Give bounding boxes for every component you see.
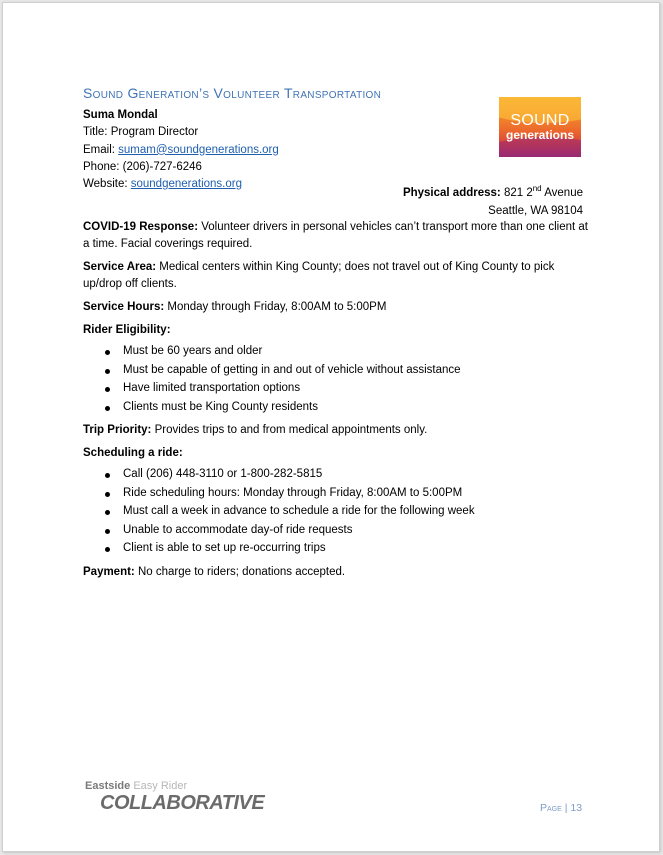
contact-title [83,124,279,141]
document-title: Sound Generation’s Volunteer Transportation [83,85,382,101]
covid-section [83,219,588,253]
address-label: Physical address: [402,186,501,199]
service-area-text: Medical centers within King County; does not travel out of King County to pick up/drop off clients. [83,261,555,290]
scheduling-section [83,445,588,462]
bullet-icon [105,492,110,497]
payment-section [83,564,588,581]
bullet-icon [105,387,110,392]
contact-phone: Phone: (206)-727-6246 [83,160,202,173]
logo-text-eastside: Eastside [85,780,134,792]
list-item-text: Client is able to set up re-occurring trips [123,542,326,554]
eligibility-section [83,322,588,339]
scheduling-label: Scheduling a ride: [83,447,183,459]
address-number: 821 2 [500,186,533,199]
payment-label: Payment: [83,565,135,578]
collaborative-logo-line2: COLLABORATIVE [100,792,265,814]
trip-priority-section [83,422,588,439]
bullet-icon [105,406,110,411]
page-number: Page | 13 [540,802,583,814]
contact-name: Suma Mondal [83,109,158,121]
list-item [83,503,588,521]
bullet-icon [105,350,110,355]
email-link[interactable]: sumam@soundgenerations.org [118,143,279,156]
contact-block [83,107,279,193]
list-item [83,343,588,361]
service-hours-section [83,299,588,316]
bullet-icon [105,529,110,534]
service-hours-text: Monday through Friday, 8:00AM to 5:00PM [164,301,387,313]
eligibility-label: Rider Eligibility: [83,324,171,336]
contact-email [83,142,279,159]
eligibility-list [83,343,588,416]
service-hours-label: Service Hours: [83,301,165,313]
service-area-label: Service Area: [83,261,157,273]
address-street: Avenue [541,186,583,199]
bullet-icon [105,369,110,374]
bullet-icon [105,510,110,515]
document-page [2,2,660,852]
address-suffix: nd [532,184,542,193]
contact-email-label: Email: [83,143,119,156]
list-item-text: Must be capable of getting in and out of vehicle without assistance [123,363,461,376]
scheduling-list [83,466,588,558]
list-item [83,522,588,540]
logo-text-easy-rider: Easy Rider [133,780,188,792]
physical-address [403,180,583,220]
list-item [83,485,588,503]
address-line-2: Seattle, WA 98104 [488,204,583,217]
list-item [83,540,588,558]
contact-website [83,176,279,193]
collaborative-logo [85,780,285,816]
list-item-text: Unable to accommodate day-of ride requests [123,523,353,536]
address-line-1 [403,180,583,202]
contact-title-label: Title: [83,126,111,139]
logo-text-sound: SOUND [510,112,570,129]
sound-generations-logo [499,97,581,157]
bullet-icon [105,547,110,552]
collaborative-logo-line1 [85,780,187,792]
website-link[interactable]: soundgenerations.org [130,178,242,191]
list-item-text: Clients must be King County residents [123,400,318,413]
list-item-text: Must be 60 years and older [123,345,263,357]
list-item [83,399,588,417]
list-item [83,466,588,484]
list-item [83,362,588,380]
bullet-icon [105,473,110,478]
trip-priority-label: Trip Priority: [83,424,152,436]
list-item-text: Must call a week in advance to schedule a ride for the following week [123,505,475,517]
contact-title-value: Program Director [110,126,199,139]
list-item [83,380,588,398]
document-body [83,219,588,587]
list-item-text: Call (206) 448-3110 or 1-800-282-5815 [123,468,323,480]
trip-priority-text: Provides trips to and from medical appointments only. [151,424,428,436]
covid-text: Volunteer drivers in personal vehicles can’t transport more than one client at a time. Facial coverings required. [83,221,588,250]
list-item-text: Have limited transportation options [123,382,301,394]
payment-text: No charge to riders; donations accepted. [134,565,346,578]
logo-text-generations: generations [505,128,574,142]
service-area-section [83,259,588,293]
covid-label: COVID-19 Response: [83,221,199,233]
contact-website-label: Website: [83,178,131,191]
list-item-text: Ride scheduling hours: Monday through Friday, 8:00AM to 5:00PM [123,486,463,499]
